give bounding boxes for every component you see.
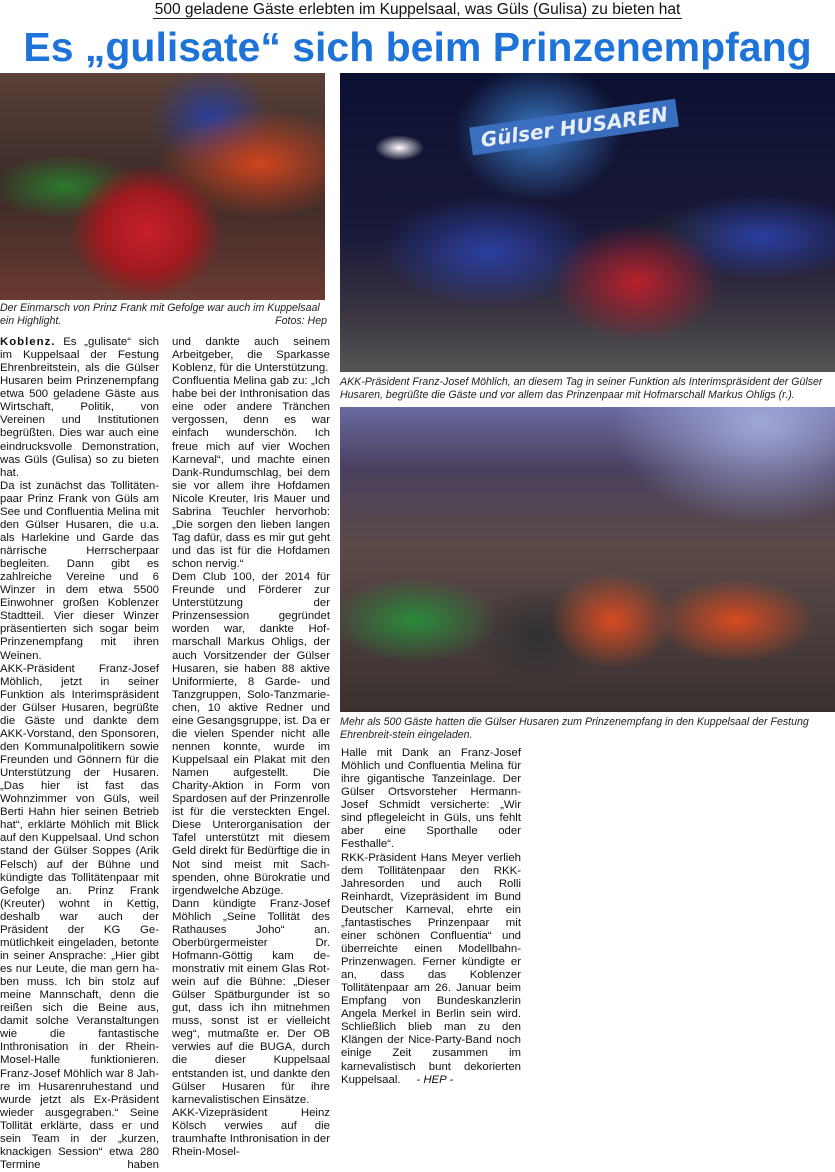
article-column-1 — [0, 336, 159, 1172]
photo-caption-3: Mehr als 500 Gäste hatten die Gülser Husaren zum Prinzenempfang in den Kuppelsaal der Festung Ehrenbreit-stein eingeladen. — [340, 716, 835, 741]
paragraph: Dann kündigte Franz-Josef Möhlich „Seine Tollität des Rathauses Joho“ an. Oberbürgermeister Dr. Hofmann-Göttig kam demonstrativ mit einem Glas Rotwein auf die Bühne: „Dieser Gülser Spätburgunder ist so gut, dass ich ihn mitnehmen muss, sonst ist er vielleicht weg“, mutmaßte er. Der OB verwies auf die BUGA, durch die dieser Kuppelsaal entstanden ist, und dankte den Gülser Husaren für ihre karnevalistischen Einsätze. — [172, 897, 330, 1106]
article-column-2 — [172, 336, 330, 1159]
title-container — [0, 24, 835, 70]
paragraph: Halle mit Dank an Franz-Josef Möhlich und Confluentia Melina für ihre gigantische Tanzeinlage. Der Gülser Ortsvorsteher Hermann-Josef Schmidt versicherte: „Wir sind pflegeleicht in Güls, uns fehlt aber eine Sporthalle oder Festhalle“. — [341, 747, 521, 851]
kicker-headline — [0, 0, 835, 20]
paragraph: AKK-Vizepräsident Heinz Kölsch verwies auf die traumhafte Inthronisation in der Rhein-Mosel- — [172, 1106, 330, 1158]
dateline: Koblenz. — [0, 336, 56, 348]
paragraph: Da ist zunächst das Tollitätenpaar Prinz Frank von Güls am See und Confluentia Melina mit den Gülser Husaren, die u.a. als Harlekine und Garde das närrische Herrscherpaar begleiten. Dann gibt es zahlreiche Vereine und 6 Winzer in dem etwa 5500 Einwohner großen Koblenzer Stadtteil. Vier dieser Winzer präsentierten sich sogar beim Prinzenempfang mit ihren Weinen. — [0, 479, 159, 662]
paragraph — [0, 336, 159, 480]
caption-text: Der Einmarsch von Prinz Frank mit Gefolge war auch im Kuppelsaal ein Highlight. — [0, 302, 320, 327]
photo-credit: Fotos: Hep — [275, 314, 327, 327]
photo-prince-entrance — [0, 73, 325, 300]
paragraph: Dem Club 100, der 2014 für Freunde und Förderer zur Unterstützung der Prinzensession gegründet worden war, dankte Hofmarschall Markus Ohligs, der auch Vorsitzender der Gülser Husaren, sie haben 88 aktive Uniformierte, 8 Garde- und Tanzgruppen, Solo-Tanzmariechen, 10 aktive Redner und eine Gesangsgruppe, ist. Da er die vielen Spender nicht alle nennen konnte, wurde im Kuppelsaal ein Plakat mit den Namen aufgestellt. Die Charity-Aktion in Form von Spardosen auf der Prinzenrolle ist für die versteckten Engel. Diese Unterorganisation der Tafel unterstützt mit diesem Geld direkt für Bedürftige die in Not sind meist mit Sachspenden, ohne Bürokratie und irgendwelche Abzüge. — [172, 571, 330, 897]
photo-caption-2: AKK-Präsident Franz-Josef Möhlich, an diesem Tag in seiner Funktion als Interimspräsident der Gülser Husaren, begrüßte die Gäste und vor allem das Prinzenpaar mit Hofmarschall Markus Ohligs (r.). — [340, 376, 835, 401]
paragraph: und dankte auch seinem Arbeitgeber, die Sparkasse Koblenz, für die Unterstützung. — [172, 336, 330, 375]
paragraph — [341, 852, 521, 1087]
photo-audience — [340, 407, 835, 712]
photo-caption-1 — [0, 302, 327, 327]
paragraph-text: Es „gulisate“ sich im Kuppelsaal der Festung Ehrenbreitstein, als die Gülser Husaren beim Prinzenempfang etwa 500 geladene Gäste aus Wirtschaft, Politik, von Vereinen und Institutionen begrüßten. Dies war auch eine eindrucksvolle Demonstration, was Güls (Gulisa) so zu bieten hat. — [0, 336, 159, 479]
husaren-sign: Gülser HUSAREN — [469, 99, 679, 156]
article-column-3 — [341, 747, 521, 1087]
paragraph-text: RKK-Präsident Hans Meyer verlieh dem Tollitätenpaar den RKK-Jahresorden und auch Rolli Reinhardt, Vizepräsident im Bund Deutscher Karneval, ehrte ein „fantastisches Prinzenpaar mit einer schönen Confluentia“ und überreichte einen Modellbahn-Prinzenwagen. Ferner kündigte er an, dass das Koblenzer Tollitätenpaar am 26. Januar beim Empfang von Bundeskanzlerin Angela Merkel in Berlin sein wird. Schließlich blieb man zu den Klängen der Nice-Party-Band noch einige Zeit zusammen im karnevalistisch bunt dekorierten Kuppelsaal. — [341, 851, 521, 1086]
article-title: Es „gulisate“ sich beim Prinzenempfang — [23, 24, 812, 70]
photo-president-stage — [340, 73, 835, 372]
paragraph: Confluentia Melina gab zu: „Ich habe bei der Inthronisation das eine oder andere Tränchen vergossen, denn es war einfach wunderschön. Ich freue mich auf vier Wochen Karneval“, und machte einen Dank-Rundumschlag, bei dem sie vor allem ihre Hofdamen Nicole Kreuter, Iris Mauer und Sabrina Teuchler hervorhob: „Die sorgen den lieben langen Tag dafür, dass es mir gut geht und das ist für die Hofdamen schon nervig.“ — [172, 375, 330, 571]
author-signature: - HEP - — [416, 1073, 454, 1086]
paragraph: AKK-Präsident Franz-Josef Möhlich, jetzt in seiner Funktion als Interimspräsident der Gülser Husaren, begrüßte die Gäste und dankte dem AKK-Vorstand, den Sponsoren, den Kommunalpolitikern sowie Freunden und Gönnern für die Unterstützung der Husaren. „Das hier ist fast das Wohnzimmer von Güls, weil Berti Hahn hier seinen Betrieb hat“, erklärte Möhlich mit Blick auf den Kuppelsaal. Und schon stand der Gülser Soppes (Arik Felsch) auf der Bühne und kündigte das Tollitätenpaar mit Gefolge an. Prinz Frank (Kreuter) wohnt in Kettig, deshalb war auch der Präsident der KG Gemütlichkeit eingeladen, betonte in seiner Ansprache: „Hier gibt es nur Leute, die man gern haben muss. Ich bin stolz auf meine Mannschaft, denn die reißen sich die Beine aus, damit solche Veranstaltungen wie die fantastische Inthronisation in der Rhein-Mosel-Halle funktionieren. Franz-Josef Möhlich war 8 Jahre im Husarenruhestand und wurde jetzt als Ex-Präsident wieder ausgegraben.“ Seine Tollität erklärte, dass er und sein Team in der „kurzen, knackigen Session“ etwa 280 Termine haben — [0, 662, 159, 1171]
kicker-text: 500 geladene Gäste erlebten im Kuppelsaal, was Güls (Gulisa) zu bieten hat — [154, 1, 681, 18]
